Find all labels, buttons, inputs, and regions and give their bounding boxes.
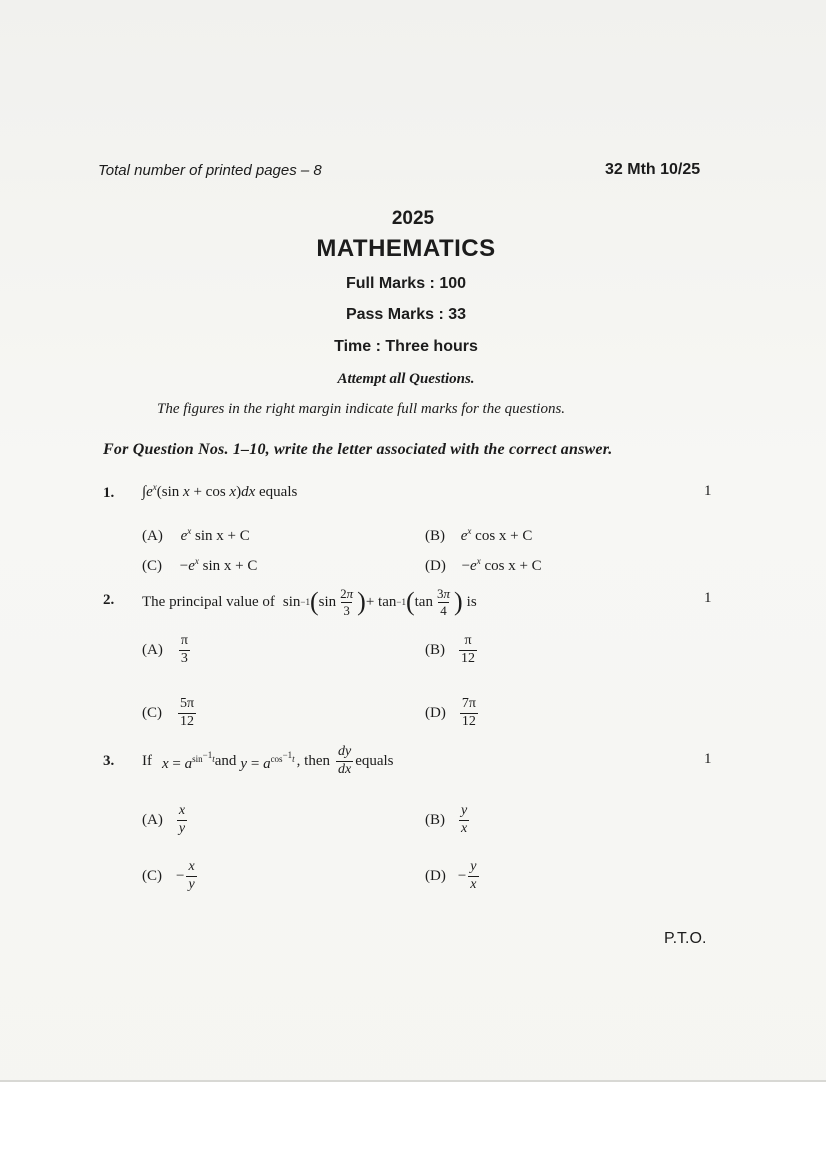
scan-bottom-margin	[0, 1082, 826, 1169]
printed-pages-note: Total number of printed pages – 8	[98, 162, 322, 179]
integral-expression: $\int e^x(\sin$ x + cos x)dx	[142, 482, 256, 500]
question-3-number: 3.	[103, 753, 115, 769]
y-definition: $y = a^{cos^{-1}t}$	[240, 749, 295, 772]
q3-option-a: (A) $\frac{x}{y}$	[142, 802, 186, 836]
q2-option-a: (A) $\frac{\pi}{3}$	[142, 632, 188, 666]
question-2-marks: 1	[704, 590, 712, 606]
question-2-lead: The principal value of	[142, 593, 275, 610]
question-3-mid: and	[214, 752, 237, 769]
q1-option-c: $(C) -e^x$ sin x + C	[142, 556, 258, 574]
q1-option-b: (B) $e^x$ cos x + C	[425, 526, 533, 544]
question-3-text	[142, 738, 394, 784]
q2-option-d: (D) $\frac{7\pi}{12}$	[425, 695, 476, 729]
question-1-text	[142, 482, 297, 501]
exam-year: 2025	[391, 208, 435, 229]
question-1-number: 1.	[103, 485, 115, 501]
question-2-tail: is	[466, 593, 477, 610]
dy-dx-fraction: $\frac{dy}{dx}$	[337, 743, 352, 777]
pass-marks: Pass Marks : 33	[345, 306, 467, 323]
q1-option-a: (A) $e^x$ sin x + C	[142, 526, 250, 544]
question-3-marks: 1	[704, 751, 712, 767]
question-3-lead: If	[142, 752, 152, 769]
principal-value-expression: sin −1 ( sin $\frac{2\pi}{3}$ ) + tan −1 ( tan $\frac{3\pi}{4}$ )	[282, 585, 463, 618]
attempt-all-note: Attempt all Questions.	[337, 371, 475, 387]
question-3-tail: equals	[355, 752, 394, 769]
q3-option-c: (C) − $\frac{x}{y}$	[142, 858, 195, 892]
question-2-text	[142, 579, 477, 625]
figures-margin-note: The figures in the right margin indicate full marks for the questions.	[157, 401, 566, 417]
question-1-marks: 1	[704, 483, 712, 499]
x-definition: $x = a^{sin^{-1}t}$	[162, 749, 215, 772]
section-instruction: For Question Nos. 1–10, write the letter associated with the correct answer.	[103, 441, 613, 458]
q3-option-b: (B) $\frac{y}{x}$	[425, 802, 468, 836]
q3-option-d: (D) − $\frac{y}{x}$	[425, 858, 477, 892]
paper-code: 32 Mth 10/25	[605, 161, 701, 178]
q2-option-b: (B) $\frac{\pi}{12}$	[425, 632, 475, 666]
q2-option-c: (C) $\frac{5\pi}{12}$	[142, 695, 195, 729]
exam-time: Time : Three hours	[334, 338, 478, 355]
exam-subject: MATHEMATICS	[316, 235, 496, 262]
full-marks: Full Marks : 100	[345, 275, 467, 292]
question-1-tail: equals	[255, 484, 298, 500]
question-3-then: , then	[296, 752, 330, 769]
please-turn-over: P.T.O.	[664, 930, 707, 947]
q1-option-d: $(D) -e^x$ cos x + C	[425, 556, 542, 574]
question-2-number: 2.	[103, 592, 115, 608]
